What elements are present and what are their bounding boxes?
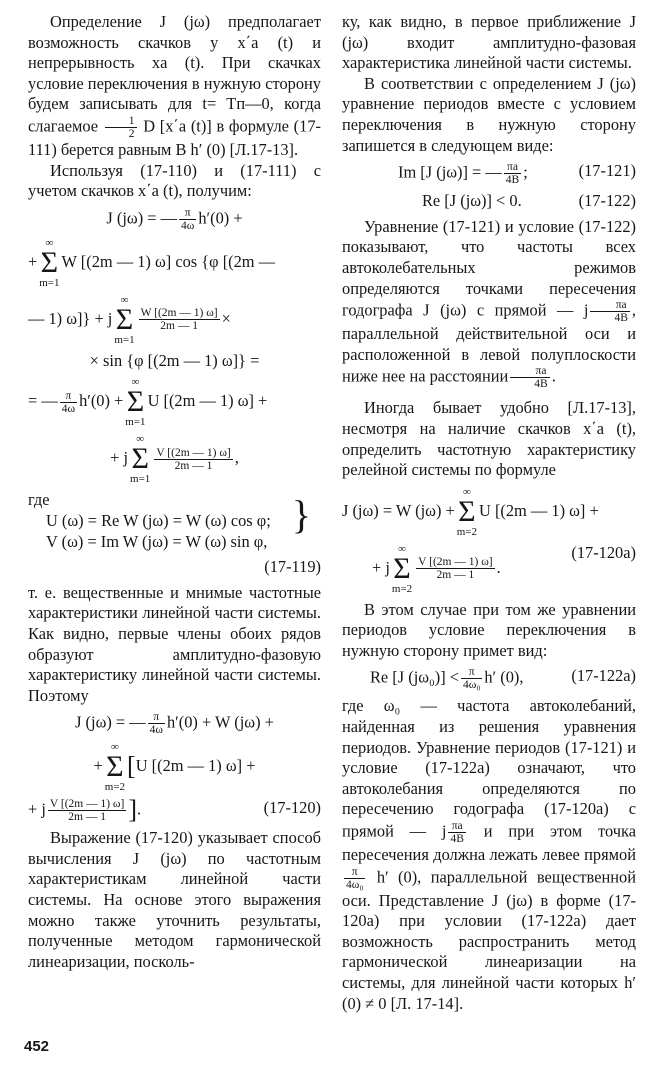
equation: J (jω) = — $\frac{\pi}{4\omega}$ h′(0) + W (jω) + xyxy=(75,711,274,737)
equation: + j $\frac{V [(2m — 1) \omega]}{2m — 1}$ ]. (17-120) xyxy=(28,795,321,825)
paragraph: т. е. вещественные и мнимые частотные характеристики линейной части системы. Как видно, первые члены обоих рядов образуют амплитудно-фазовую характеристику линейной части системы. Поэтому xyxy=(28,582,321,705)
equation: + j ∞ Σ m=1 $\frac{V [(2m — 1) \omega]}{2m — 1}$ , xyxy=(110,433,239,486)
equation-number: (17-120а) xyxy=(571,542,636,562)
equation: + ∞ Σ m=1 W [(2m — 1) ω] cos {φ [(2m — xyxy=(28,236,276,289)
equation-number: (17-122) xyxy=(578,191,636,211)
equation-number: (17-121) xyxy=(578,161,636,181)
equation: U (ω) = Re W (jω) = W (ω) cos φ; xyxy=(46,510,271,530)
equation: Re [J (jω)] < 0. (17-122) xyxy=(422,191,636,211)
paragraph: Уравнение (17-121) и условие (17-122) показывают, что частоты всех автоколебательных режимов определяются точками пересечения годографа J (jω) с прямой — j $\frac{\pi a}{4B}$ , параллельной действительной оси и расположенной в левой полуплоскости ниже нее на расстоянии $\frac{\pi a}{4B}$ . xyxy=(342,216,636,391)
paragraph: Иногда бывает удобно [Л.17-13], несмотря на наличие скачков x΄а (t), определить частотную характеристику релейной системы по формуле xyxy=(342,398,636,480)
equation-number: (17-119) xyxy=(264,557,321,577)
left-column xyxy=(28,12,321,972)
equation-number: (17-122а) xyxy=(571,666,636,686)
paragraph: Используя (17-110) и (17-111) с учетом скачков x΄а (t), получим: xyxy=(28,160,321,201)
right-column xyxy=(342,12,636,1014)
equation-number: (17-120) xyxy=(263,798,321,818)
paragraph: В этом случае при том же уравнении периодов условие переключения в нужную сторону примет вид: xyxy=(342,599,636,660)
equation: J (jω) = W (jω) + ∞ Σ m=2 U [(2m — 1) ω] + xyxy=(342,485,599,538)
paragraph: В соответствии с определением J (jω) уравнение периодов вместе с условием переключения в нужную сторону запишется в следующем виде: xyxy=(342,73,636,155)
fraction: $\frac{1}{2}$ xyxy=(105,115,137,140)
page-number: 452 xyxy=(24,1038,50,1055)
text: D [x΄а (t)] в формуле (17-111) берется равным B h′ (0) [Л.17-13]. xyxy=(28,116,321,159)
paragraph xyxy=(28,12,321,161)
text: Определение J (jω) предполагает возможность скачков у x΄а (t) и непрерывность xа (t). При скачках условие переключения в нужную сторону будем записывать для t= Tп—0, когда слагаемое xyxy=(28,12,321,136)
word-where: где xyxy=(28,490,50,510)
equation: = — $\frac{\pi}{4\omega}$ h′(0) + ∞ Σ m=1 U [(2m — 1) ω] + xyxy=(28,376,268,429)
paragraph: ку, как видно, в первое приближение J (jω) входит амплитудно-фазовая характеристика линейной части системы. xyxy=(342,12,636,73)
equation: × sin {φ [(2m — 1) ω]} = xyxy=(89,350,260,370)
paragraph: Выражение (17-120) указывает способ вычисления J (jω) по частотным характеристикам линейной части системы. На основе этого выражения можно также уточнить результаты, полученные методом гармонической линеаризации, посколь- xyxy=(28,828,321,971)
equation: Im [J (jω)] = — $\frac{\pi a}{4B}$ ; (17-121) xyxy=(398,161,636,187)
equation: J (jω) = — $\frac{\pi}{4\omega}$ h′(0) + xyxy=(106,206,243,232)
equation: + j ∞ Σ m=2 $\frac{V [(2m — 1) \omega]}{2m — 1}$ . (17-120а) xyxy=(372,542,636,595)
equation: V (ω) = Im W (jω) = W (ω) sin φ, xyxy=(46,531,268,551)
equation: + ∞ Σ m=2 [U [(2m — 1) ω] + xyxy=(93,741,256,794)
equation: Re [J (jω₀)] < $\frac{\pi}{\text{4ω₀}}$ h′ (0), (17-122а) xyxy=(370,666,636,692)
equation: — 1) ω]} + j ∞ Σ m=1 $\frac{W [(2m — 1) \omega]}{2m — 1}$ × xyxy=(28,293,231,346)
paragraph: где ω₀ — частота автоколебаний, найденная из решения уравнения периодов. Уравнение периодов (17-121) и условие (17-122а) означают, что автоколебания определяются по пересечению годографа (17-120а) с прямой — j $\frac{\pi a}{4B}$ и при этом точка пересечения должна лежать левее прямой $\frac{\pi}{\text{4ω₀}}$ h′ (0), параллельной вещественной оси. Представление J (jω) в форме (17-120а) при условии (17-122а) дает возможность распространить метод гармонической линеаризации на системы, для линейной части которых h′ (0) ≠ 0 [Л. 17-14]. xyxy=(342,696,636,1013)
brace-icon: } xyxy=(291,491,311,537)
